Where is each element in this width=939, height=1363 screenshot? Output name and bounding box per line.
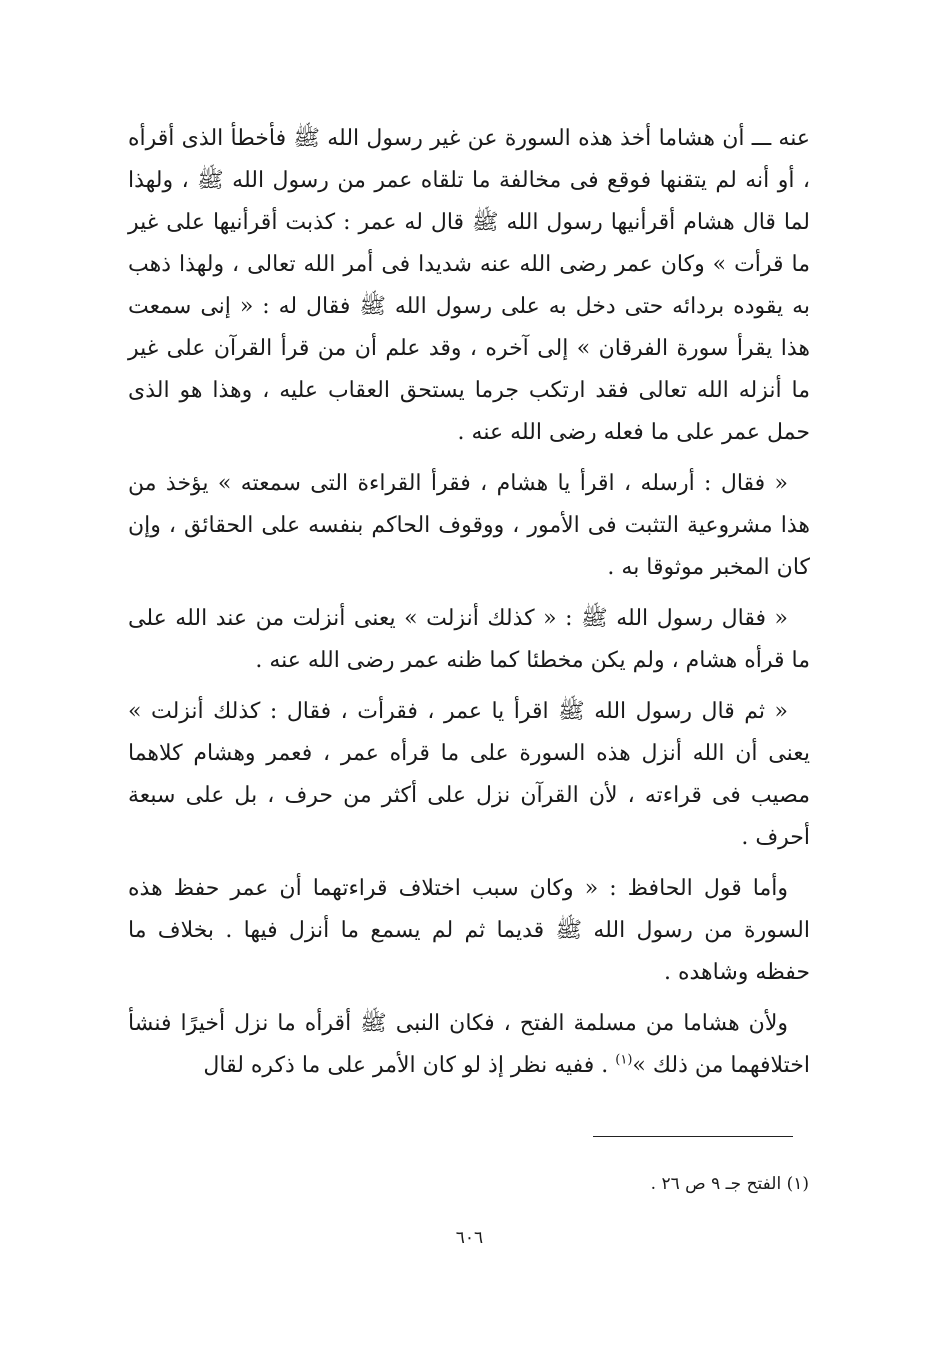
paragraph-text: ولأن هشاما من مسلمة الفتح ، فكان النبى ﷺ أقرأه ما نزل أخيرًا فنشأ اختلافهما من ذلك » [128,1011,810,1078]
paragraph-text: . ففيه نظر إذ لو كان الأمر على ما ذكره لقال [203,1053,616,1078]
paragraph: وأما قول الحافظ : « وكان سبب اختلاف قراءتهما أن عمر حفظ هذه السورة من رسول الله ﷺ قديما ثم لم يسمع ما أنزل فيها . بخلاف ما حفظه وشاهده . [128,876,810,985]
page-number: ٦٠٦ [455,1228,484,1248]
paragraph: « فقال رسول الله ﷺ : « كذلك أنزلت » يعنى أنزلت من عند الله على ما قرأه هشام ، ولم يكن مخطئا كما ظنه عمر رضى الله عنه . [128,606,810,673]
paragraph: « ثم قال رسول الله ﷺ اقرأ يا عمر ، فقرأت ، فقال : كذلك أنزلت » يعنى أن الله أنزل هذه السورة على ما قرأه عمر ، فعمر وهشام كلاهما مصيب فى قراءته ، لأن القرآن نزل على أكثر من حرف ، بل على سبعة أحرف . [128,699,810,850]
paragraph-last [128,1003,810,1087]
footnote: (١) الفتح جـ ٩ ص ٢٦ . [650,1174,809,1194]
paragraph: « فقال : أرسله ، اقرأ يا هشام ، فقرأ القراءة التى سمعته » يؤخذ من هذا مشروعية التثبت فى الأمور ، ووقوف الحاكم بنفسه على الحقائق ، وإن كان المخبر موثوقا به . [128,471,810,580]
footnote-divider [593,1136,793,1137]
body-text [128,118,810,1096]
footnote-reference: (١) [615,1052,633,1068]
paragraph: عنه ـــ أن هشاما أخذ هذه السورة عن غير رسول الله ﷺ فأخطأ الذى أقرأه ، أو أنه لم يتقنها فوقع فى مخالفة ما تلقاه عمر من رسول الله ﷺ ، ولهذا لما قال هشام أقرأنيها رسول الله ﷺ قال له عمر : كذبت أقرأنيها على غير ما قرأت » وكان عمر رضى الله عنه شديدا فى أمر الله تعالى ، ولهذا ذهب به يقوده بردائه حتى دخل به على رسول الله ﷺ فقال له : « إنى سمعت هذا يقرأ سورة الفرقان » إلى آخره ، وقد علم أن من قرأ القرآن على غير ما أنزله الله تعالى فقد ارتكب جرما يستحق العقاب عليه ، وهذا هو الذى حمل عمر على ما فعله رضى الله عنه . [128,126,810,445]
